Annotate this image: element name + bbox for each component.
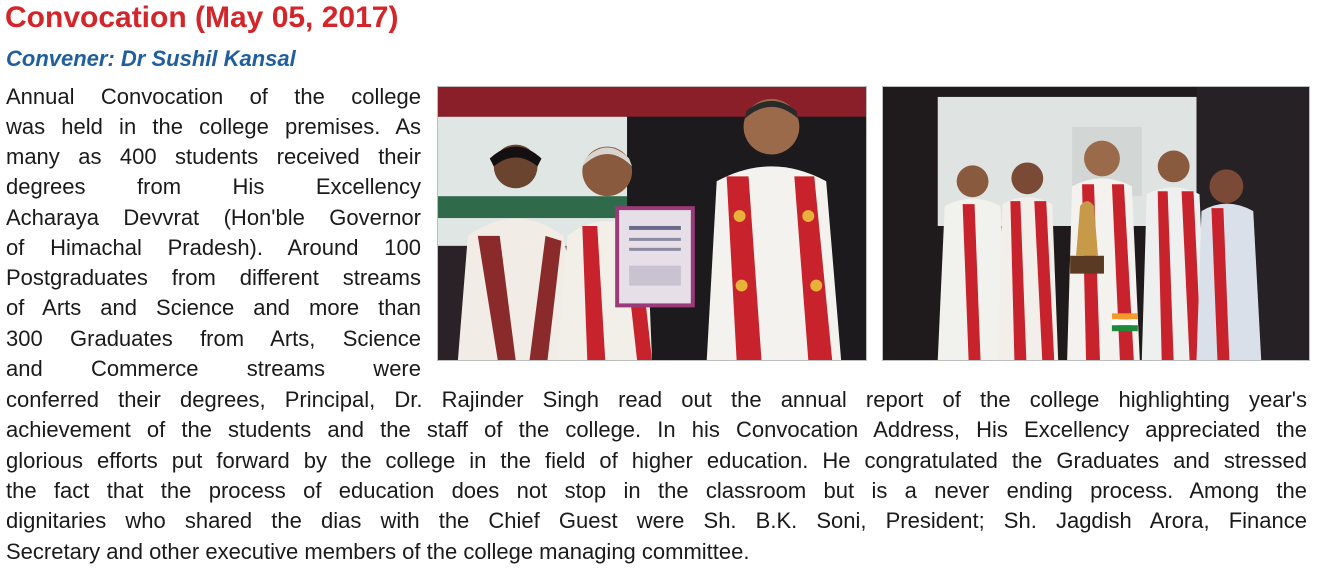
page-title: Convocation (May 05, 2017): [5, 1, 399, 34]
trophy-photo-illustration: [883, 87, 1309, 360]
paragraph-line: and Commerce streams were: [6, 356, 421, 381]
paragraph-line: achievement of the students and the staff of the college. In his Convocation Address, His Excellency appreciated the: [6, 417, 1307, 442]
paragraph-line: Annual Convocation of the college: [6, 84, 421, 109]
paragraph-line: conferred their degrees, Principal, Dr. Rajinder Singh read out the annual report of the college highlighting year's: [6, 387, 1307, 412]
paragraph-line: many as 400 students received their: [6, 144, 421, 169]
paragraph-line: of Arts and Science and more than: [6, 295, 421, 320]
paragraph-line: Acharaya Devvrat (Hon'ble Governor: [6, 205, 421, 230]
paragraph-line: Postgraduates from different streams: [6, 265, 421, 290]
paragraph-line: dignitaries who shared the dias with the Chief Guest were Sh. B.K. Soni, President; Sh. Jagdish Arora, Finance: [6, 508, 1307, 533]
convocation-degree-photo: [437, 86, 867, 361]
paragraph-line: Secretary and other executive members of the college managing committee.: [6, 539, 750, 564]
convocation-trophy-photo: [882, 86, 1310, 361]
paragraph-line: of Himachal Pradesh). Around 100: [6, 235, 421, 260]
paragraph-line: degrees from His Excellency: [6, 174, 421, 199]
paragraph-line: the fact that the process of education does not stop in the classroom but is a never ending process. Among the: [6, 478, 1307, 503]
convener-line: Convener: Dr Sushil Kansal: [6, 46, 296, 71]
paragraph-line: was held in the college premises. As: [6, 114, 421, 139]
paragraph-line: 300 Graduates from Arts, Science: [6, 326, 421, 351]
degree-photo-illustration: [438, 87, 866, 360]
paragraph-line: glorious efforts put forward by the college in the field of higher education. He congratulated the Graduates and stressed: [6, 448, 1307, 473]
